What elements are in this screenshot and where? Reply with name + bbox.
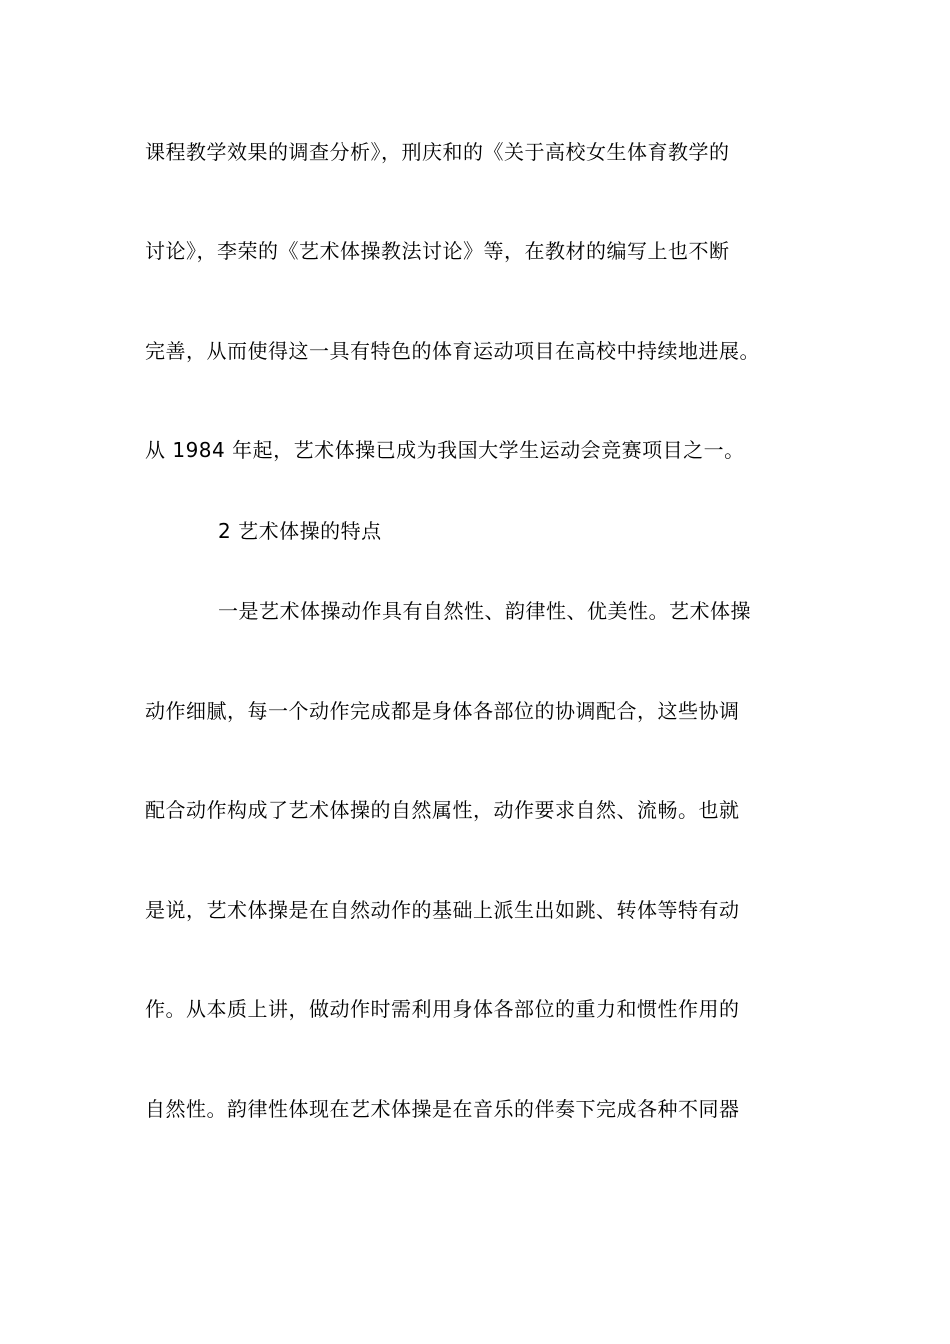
paragraph-line: 作。从本质上讲，做动作时需利用身体各部位的重力和惯性作用的 [145, 997, 740, 1021]
text-line: 完善，从而使得这一具有特色的体育运动项目在高校中持续地进展。 [145, 339, 760, 363]
paragraph-line: 配合动作构成了艺术体操的自然属性，动作要求自然、流畅。也就 [145, 798, 740, 822]
text-line: 讨论》，李荣的《艺术体操教法讨论》等，在教材的编写上也不断 [145, 239, 730, 263]
text-line: 从 1984 年起，艺术体操已成为我国大学生运动会竞赛项目之一。 [145, 438, 745, 462]
paragraph-line: 是说，艺术体操是在自然动作的基础上派生出如跳、转体等特有动 [145, 898, 740, 922]
section-heading: 2 艺术体操的特点 [218, 519, 382, 543]
paragraph-line: 动作细腻，每一个动作完成都是身体各部位的协调配合，这些协调 [145, 699, 740, 723]
text-line: 课程教学效果的调查分析》，刑庆和的《关于高校女生体育教学的 [145, 140, 730, 164]
paragraph-line: 自然性。韵律性体现在艺术体操是在音乐的伴奏下完成各种不同器 [145, 1097, 740, 1121]
paragraph-first-line: 一是艺术体操动作具有自然性、韵律性、优美性。艺术体操 [218, 599, 751, 623]
